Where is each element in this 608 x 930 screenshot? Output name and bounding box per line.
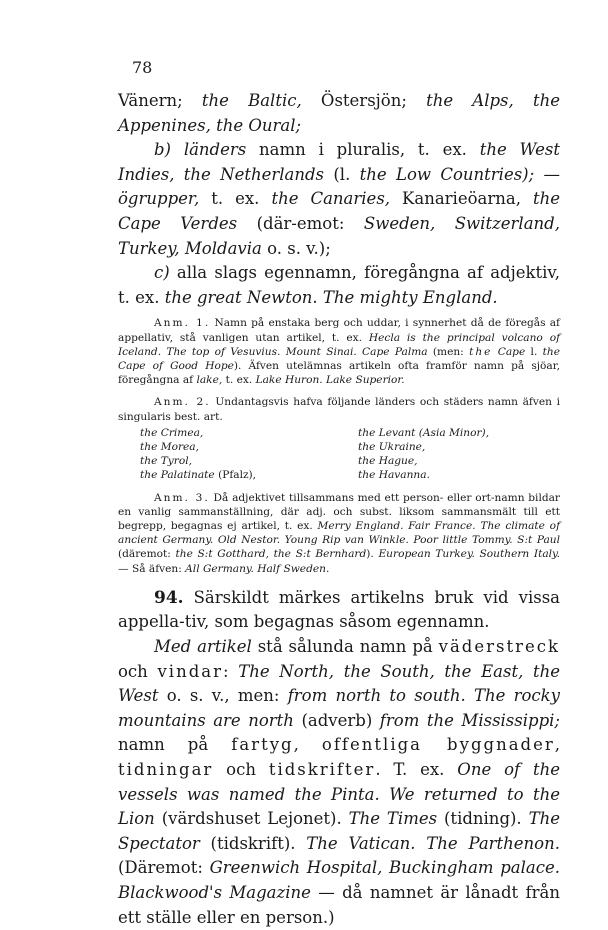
table-row: the Palatinate (Pfalz), the Havanna. bbox=[140, 469, 430, 482]
paragraph-b: b) länders namn i pluralis, t. ex. the West Indies, the Netherlands (l. the Low Countries); — ögrupper, t. ex. the Canaries, Kanarieöarna, the Cape Verdes (där-emot: Sweden, Switzerland, Turkey, Moldavia o. s. v.); bbox=[118, 140, 561, 258]
note-anm-1: Anm. 1. Namn på enstaka berg och uddar, i synnerhet då de föregås af appellativ, stå vanligen utan artikel, t. ex. Hecla is the principal volcano of Iceland. The top of Vesuvius. Mount Sinai. Cape Palma (men: the Cape l. the Cape of Good Hope). Äfven utelämnas artikeln ofta framför namn på sjöar, föregångna af lake, t. ex. Lake Huron. Lake Superior. bbox=[118, 317, 560, 387]
main-text bbox=[118, 89, 560, 310]
page-number: 78 bbox=[132, 58, 153, 77]
note-anm-2: Anm. 2. Undantagsvis hafva följande länders och städers namn äfven i singularis best. art. bbox=[118, 396, 560, 423]
table-row: the Crimea, the Levant (Asia Minor), bbox=[140, 426, 490, 439]
book-page bbox=[118, 58, 560, 930]
paragraph-continuation: Vänern; the Baltic, Östersjön; the Alps, the Appenines, the Oural; bbox=[118, 91, 560, 135]
note-anm-3: Anm. 3. Då adjektivet tillsammans med ett person- eller ort-namn bildar en vanlig sammanställning, där adj. och subst. liksom sammansmält till ett begrepp, begagnas ej artikel, t. ex. Merry England. Fair France. The climate of ancient Germany. Old Nestor. Young Rip van Winkle. Poor little Tommy. S:t Paul (däremot: the S:t Gotthard, the S:t Bernhard). European Turkey. Southern Italy. — Så äfven: All Germany. Half Sweden. bbox=[118, 491, 560, 575]
table-row: the Morea, the Ukraine, bbox=[140, 440, 426, 453]
table-row: the Tyrol, the Hague, bbox=[140, 455, 418, 468]
section-94 bbox=[118, 586, 560, 930]
country-list-table bbox=[140, 426, 489, 483]
section-heading-paragraph: 94. Särskildt märkes artikelns bruk vid vissa appella-tiv, som begagnas såsom egennamn. bbox=[118, 587, 560, 632]
paragraph-med-artikel: Med artikel stå sålunda namn på väderstreck och vindar: The North, the South, the East, the West o. s. v., men: from north to south. The rocky mountains are north (adverb) from the Mississippi; namn på fartyg, offentliga byggnader, tidningar och tidskrifter. T. ex. One of the vessels was named the Pinta. We returned to the Lion (värdshuset Lejonet). The Times (tidning). The Spectator (tidskrift). The Vatican. The Parthenon. (Däremot: Greenwich Hospital, Buckingham palace. Blackwood's Magazine — då namnet är lånadt från ett ställe eller en person.) bbox=[118, 636, 561, 927]
paragraph-c: c) alla slags egennamn, föregångna af adjektiv, t. ex. the great Newton. The mighty England. bbox=[118, 263, 560, 307]
